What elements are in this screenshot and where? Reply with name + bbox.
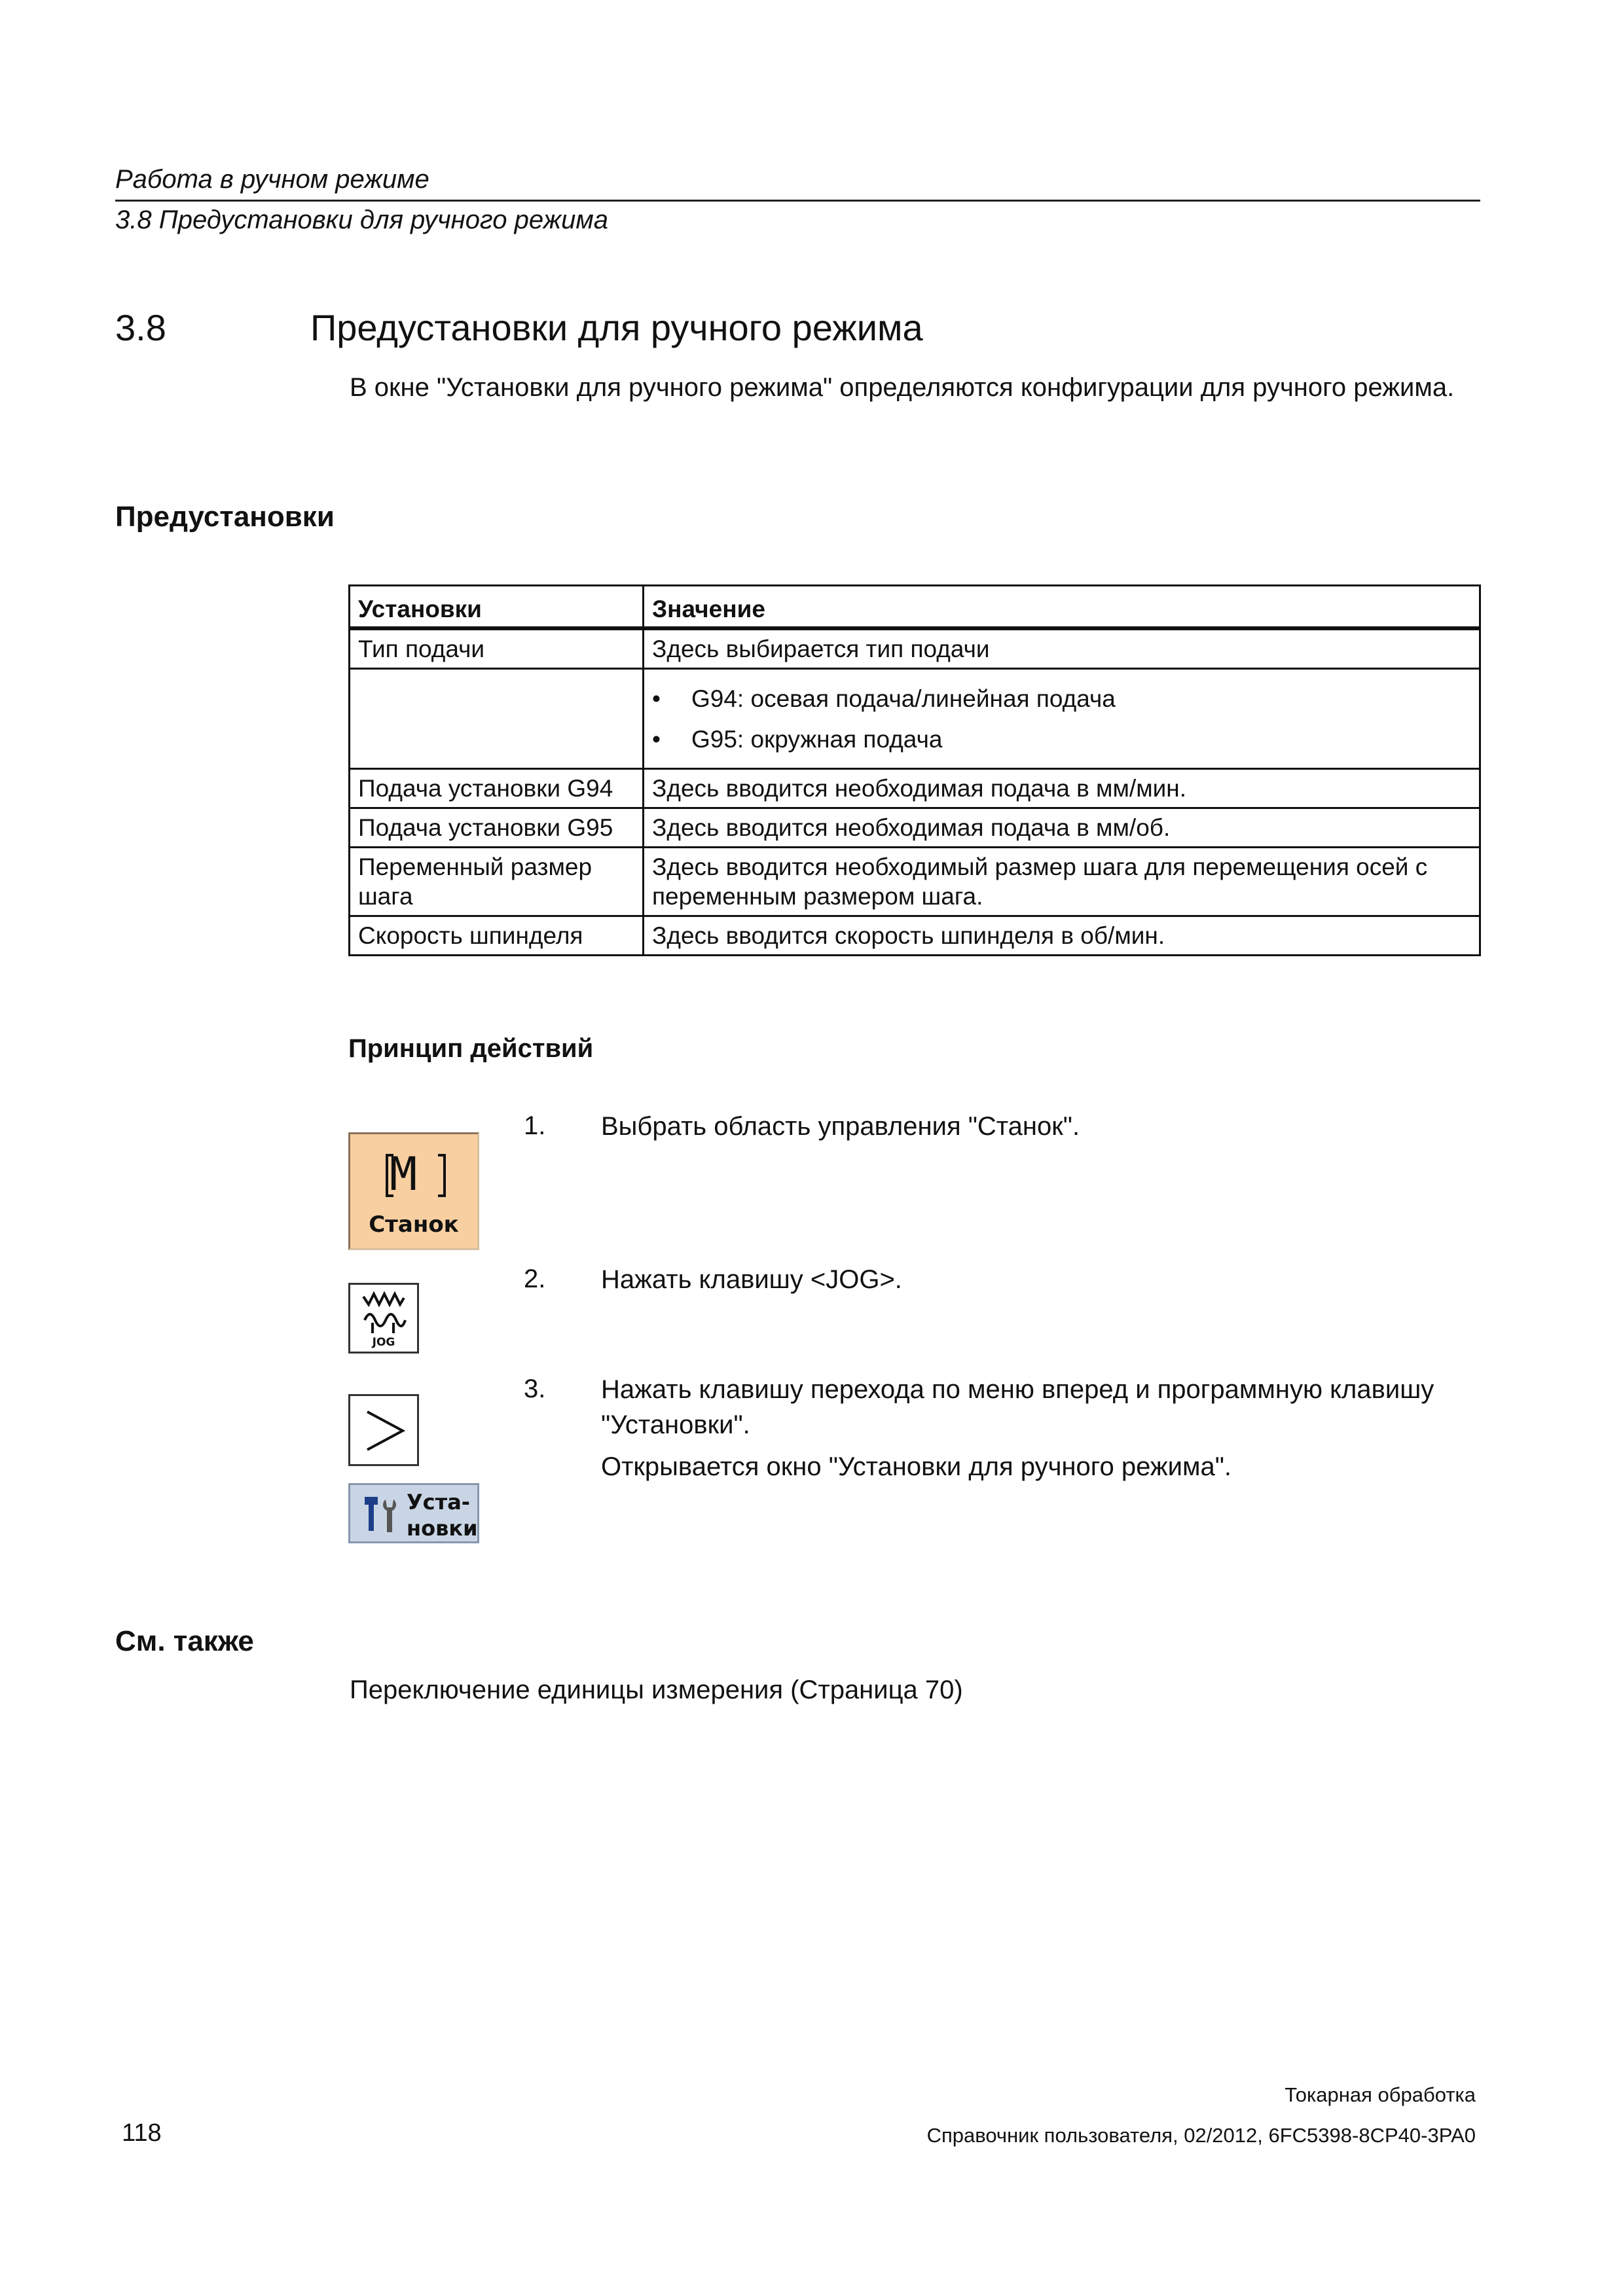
setting-cell: Скорость шпинделя — [350, 916, 644, 956]
value-cell: Здесь вводится скорость шпинделя в об/мин. — [644, 916, 1480, 956]
settings-softkey-label — [407, 1489, 477, 1541]
value-cell: Здесь вводится необходимая подача в мм/мин. — [644, 769, 1480, 808]
step-text: Выбрать область управления "Станок". — [601, 1112, 1080, 1141]
see-also-heading: См. также — [115, 1625, 254, 1657]
step-text: Нажать клавишу <JOG>. — [601, 1265, 902, 1294]
setting-cell: Переменный размер шага — [350, 848, 644, 916]
presets-heading: Предустановки — [115, 501, 335, 533]
section-title: Предустановки для ручного режима — [310, 307, 923, 348]
jog-key[interactable] — [348, 1283, 419, 1354]
step-result: Открывается окно "Установки для ручного режима". — [601, 1452, 1232, 1481]
table-row — [350, 916, 1480, 956]
value-cell: Здесь выбирается тип подачи — [644, 628, 1480, 669]
table-row — [350, 628, 1480, 669]
settings-table — [348, 584, 1481, 956]
procedure-heading: Принцип действий — [348, 1034, 594, 1063]
list-item: • G95: окружная подача — [652, 719, 1471, 760]
running-header-section: 3.8 Предустановки для ручного режима — [115, 206, 609, 234]
tools-icon — [362, 1494, 400, 1535]
setting-cell: Тип подачи — [350, 628, 644, 669]
setting-cell: Подача установки G95 — [350, 808, 644, 848]
value-cell — [644, 669, 1480, 769]
step-number: 3. — [524, 1374, 546, 1403]
step-text: Нажать клавишу перехода по меню вперед и программную клавишу "Установки". — [601, 1375, 1434, 1439]
jog-wave-icon — [359, 1290, 408, 1336]
see-also-link[interactable]: Переключение единицы измерения (Страница 70) — [350, 1676, 963, 1704]
intro-paragraph: В окне "Установки для ручного режима" определяются конфигурации для ручного режима. — [350, 373, 1455, 402]
footer-reference: Справочник пользователя, 02/2012, 6FC5398-8CP40-3PA0 — [926, 2124, 1476, 2147]
machine-area-button[interactable] — [348, 1132, 479, 1250]
value-cell: Здесь вводится необходимая подача в мм/об. — [644, 808, 1480, 848]
setting-cell: Подача установки G94 — [350, 769, 644, 808]
settings-label-line2: новки — [407, 1516, 478, 1541]
jog-key-label: JOG — [372, 1336, 395, 1349]
table-row — [350, 769, 1480, 808]
machine-icon: M — [390, 1147, 418, 1201]
table-row — [350, 848, 1480, 916]
footer-book-title: Токарная обработка — [1285, 2083, 1476, 2106]
machine-bracket-icon — [384, 1151, 447, 1200]
step-number: 2. — [524, 1265, 546, 1293]
settings-softkey[interactable] — [348, 1483, 479, 1543]
chevron-right-icon — [362, 1408, 408, 1454]
settings-label-line1: Уста- — [407, 1490, 471, 1515]
table-header-row — [350, 586, 1480, 629]
table-row — [350, 669, 1480, 769]
list-item: • G94: осевая подача/линейная подача — [652, 679, 1471, 719]
setting-cell — [350, 669, 644, 769]
table-row — [350, 808, 1480, 848]
col-header-value: Значение — [644, 586, 1480, 629]
section-number: 3.8 — [115, 307, 166, 348]
page-number: 118 — [122, 2119, 162, 2147]
menu-forward-key[interactable] — [348, 1394, 419, 1466]
value-cell: Здесь вводится необходимый размер шага для перемещения осей с переменным размером шага. — [644, 848, 1480, 916]
machine-button-label: Станок — [369, 1211, 459, 1238]
col-header-setting: Установки — [350, 586, 644, 629]
running-header-chapter: Работа в ручном режиме — [115, 165, 429, 194]
feed-type-list — [652, 679, 1471, 760]
header-rule — [115, 200, 1480, 202]
step-number: 1. — [524, 1111, 546, 1140]
